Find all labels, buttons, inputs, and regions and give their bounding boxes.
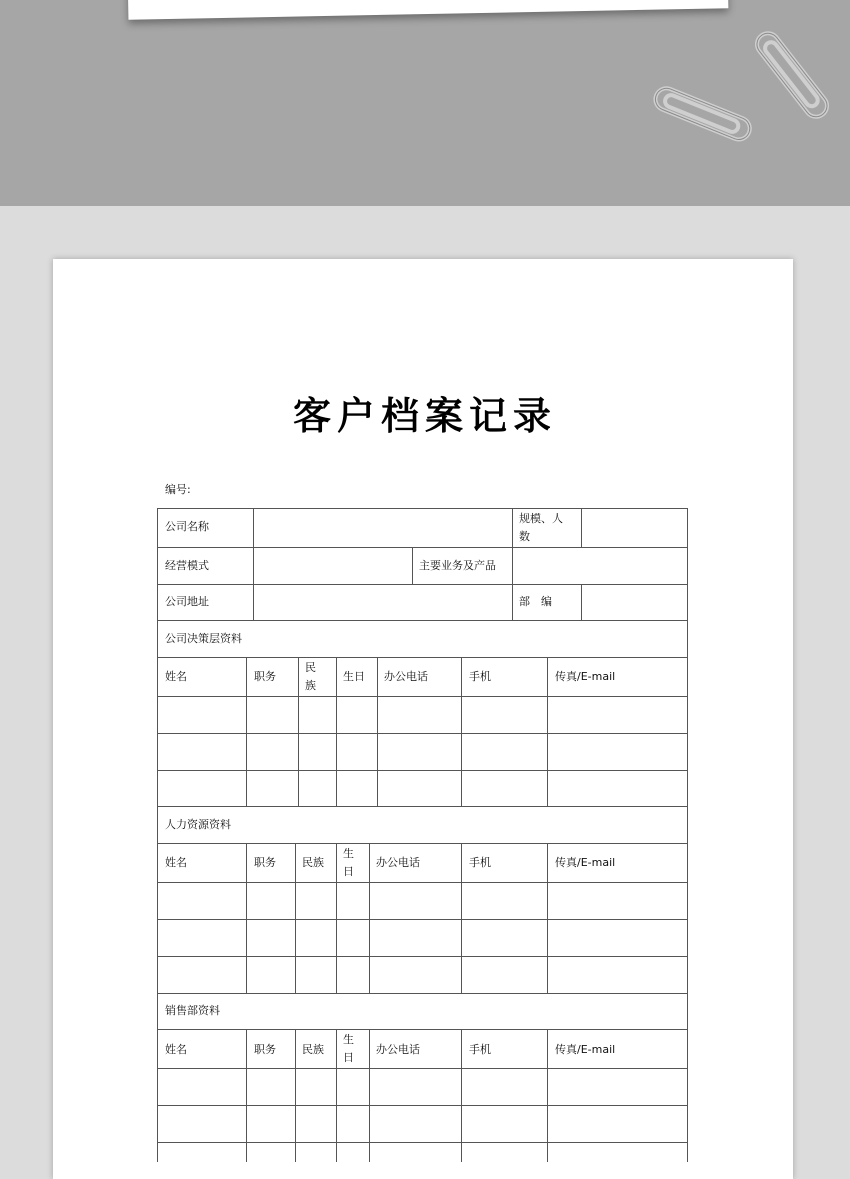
header-position: 职务 [254, 856, 276, 869]
header-fax-email: 传真/E-mail [555, 670, 616, 683]
company-name-label: 公司名称 [165, 520, 209, 533]
header-birthday-1: 生 [343, 847, 354, 860]
section-title-sales: 销售部资料 [165, 1004, 220, 1017]
serial-number-label: 编号: [165, 483, 191, 496]
header-name: 姓名 [165, 856, 187, 869]
header-fax-email: 传真/E-mail [555, 856, 616, 869]
header-birthday-2: 日 [343, 1051, 354, 1064]
header-position: 职务 [254, 1043, 276, 1056]
header-ethnicity: 民族 [302, 1043, 324, 1056]
header-name: 姓名 [165, 1043, 187, 1056]
header-ethnicity-2: 族 [305, 679, 316, 692]
scale-label-cont: 数 [519, 530, 530, 543]
header-mobile: 手机 [469, 670, 491, 683]
header-position: 职务 [254, 670, 276, 683]
section-title-hr: 人力资源资料 [165, 818, 231, 831]
postcode-label: 部 编 [519, 595, 552, 608]
header-mobile: 手机 [469, 856, 491, 869]
header-fax-email: 传真/E-mail [555, 1043, 616, 1056]
header-ethnicity: 民族 [302, 856, 324, 869]
header-office-phone: 办公电话 [376, 1043, 420, 1056]
header-office-phone: 办公电话 [376, 856, 420, 869]
header-name: 姓名 [165, 670, 187, 683]
scale-label: 规模、人 [519, 512, 563, 525]
business-mode-label: 经营模式 [165, 559, 209, 572]
header-office-phone: 办公电话 [384, 670, 428, 683]
section-title-decision: 公司决策层资料 [165, 632, 242, 645]
header-birthday: 生日 [343, 670, 365, 683]
header-birthday-1: 生 [343, 1033, 354, 1046]
header-mobile: 手机 [469, 1043, 491, 1056]
header-ethnicity-1: 民 [305, 661, 316, 674]
main-business-label: 主要业务及产品 [419, 559, 496, 572]
document-title: 客户档案记录 [292, 394, 557, 438]
company-address-label: 公司地址 [165, 595, 209, 608]
header-birthday-2: 日 [343, 865, 354, 878]
